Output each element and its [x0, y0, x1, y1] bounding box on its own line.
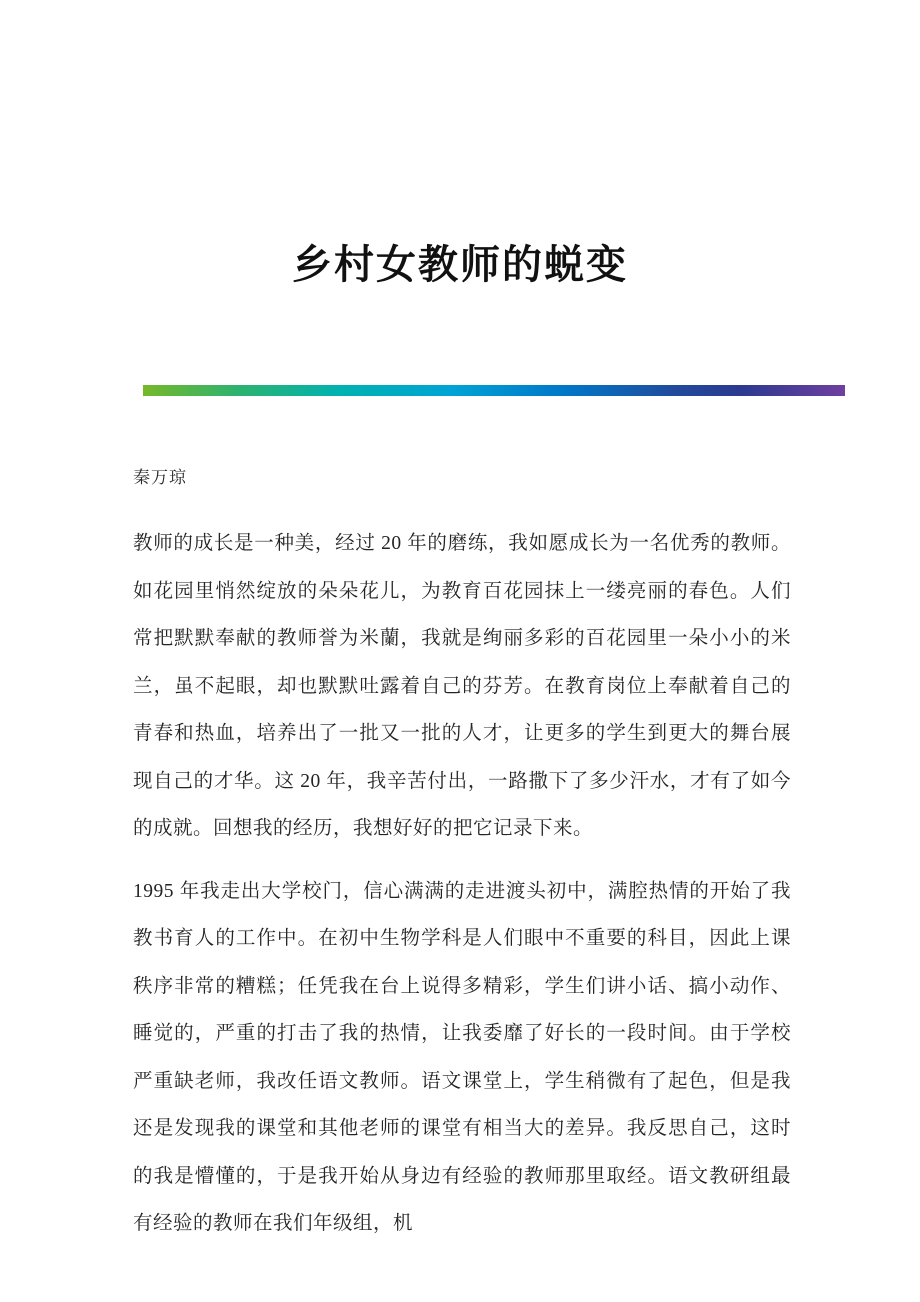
document-body: [133, 520, 791, 1263]
paragraph: 1995 年我走出大学校门，信心满满的走进渡头初中，满腔热情的开始了我教书育人的工作中。在初中生物学科是人们眼中不重要的科目，因此上课秩序非常的糟糕；任凭我在台上说得多精彩，学生们讲小话、搞小动作、睡觉的，严重的打击了我的热情，让我委靡了好长的一段时间。由于学校严重缺老师，我改任语文教师。语文课堂上，学生稍微有了起色，但是我还是发现我的课堂和其他老师的课堂有相当大的差异。我反思自己，这时的我是懵懂的，于是我开始从身边有经验的教师那里取经。语文教研组最有经验的教师在我们年级组，机: [133, 880, 791, 1234]
document-title: 乡村女教师的蜕变: [292, 241, 628, 287]
paragraph: 教师的成长是一种美，经过 20 年的磨练，我如愿成长为一名优秀的教师。如花园里悄然绽放的朵朵花儿，为教育百花园抹上一缕亮丽的春色。人们常把默默奉献的教师誉为米蘭，我就是绚丽多彩的百花园里一朵小小的米兰，虽不起眼，却也默默吐露着自己的芬芳。在教育岗位上奉献着自己的青春和热血，培养出了一批又一批的人才，让更多的学生到更大的舞台展现自己的才华。这 20 年，我辛苦付出，一路撒下了多少汗水，才有了如今的成就。回想我的经历，我想好好的把它记录下来。: [133, 533, 791, 839]
gradient-divider: [143, 385, 845, 396]
author-name: 秦万琼: [133, 468, 187, 487]
